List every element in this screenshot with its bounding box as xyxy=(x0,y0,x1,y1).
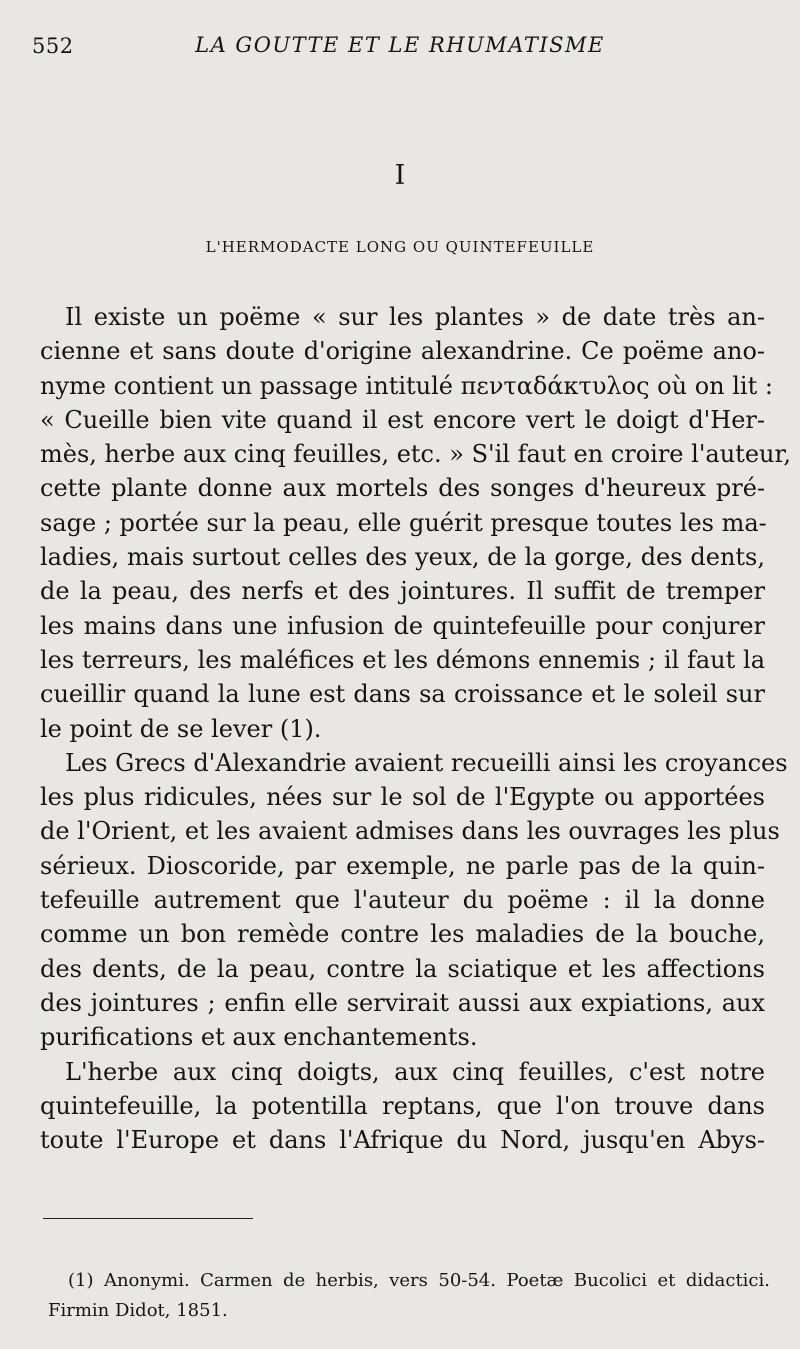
text-line: cueillir quand la lune est dans sa croissance et le soleil sur xyxy=(40,680,765,709)
text-line: Il existe un poëme « sur les plantes » de date très an- xyxy=(65,303,765,331)
text-line: quintefeuille, la potentilla reptans, que l'on trouve dans xyxy=(40,1091,765,1120)
section-number: I xyxy=(394,160,406,191)
footnote-line: Firmin Didot, 1851. xyxy=(48,1300,228,1321)
section-title: L'HERMODACTE LONG OU QUINTEFEUILLE xyxy=(205,238,595,256)
text-line: purifications et aux enchantements. xyxy=(40,1023,478,1052)
text-line: de la peau, des nerfs et des jointures. Il suffit de tremper xyxy=(40,577,765,606)
text-line: comme un bon remède contre les maladies de la bouche, xyxy=(40,920,765,949)
text-line: les plus ridicules, nées sur le sol de l'Egypte ou apportées xyxy=(40,783,765,812)
text-line: Les Grecs d'Alexandrie avaient recueilli ainsi les croyances xyxy=(65,748,788,777)
text-line: des dents, de la peau, contre la sciatique et les affections xyxy=(40,954,765,983)
footnote xyxy=(48,1266,770,1326)
text-line: de l'Orient, et les avaient admises dans les ouvrages les plus xyxy=(40,817,780,846)
text-line: « Cueille bien vite quand il est encore vert le doigt d'Her- xyxy=(40,405,765,434)
footnote-line: (1) Anonymi. Carmen de herbis, vers 50-54. Poetæ Bucolici et didactici. xyxy=(68,1270,770,1291)
footnote-rule xyxy=(43,1218,253,1219)
text-line: des jointures ; enfin elle servirait aussi aux expiations, aux xyxy=(40,988,765,1017)
text-line: mès, herbe aux cinq feuilles, etc. » S'il faut en croire l'auteur, xyxy=(40,440,791,469)
running-title: LA GOUTTE ET LE RHUMATISME xyxy=(195,33,605,57)
text-line: tefeuille autrement que l'auteur du poëme : il la donne xyxy=(40,886,765,915)
text-line: cette plante donne aux mortels des songes d'heureux pré- xyxy=(40,474,765,503)
text-line: le point de se lever (1). xyxy=(40,714,322,743)
text-line: ladies, mais surtout celles des yeux, de la gorge, des dents, xyxy=(40,543,765,572)
text-line: nyme contient un passage intitulé πενταδάκτυλος où on lit : xyxy=(40,371,773,400)
text-line: cienne et sans doute d'origine alexandrine. Ce poëme ano- xyxy=(40,337,765,366)
text-line: sage ; portée sur la peau, elle guérit presque toutes les ma- xyxy=(40,508,767,537)
text-line: L'herbe aux cinq doigts, aux cinq feuilles, c'est notre xyxy=(65,1057,765,1086)
text-line: les terreurs, les maléfices et les démons ennemis ; il faut la xyxy=(40,645,765,674)
body-text xyxy=(40,300,791,1157)
text-line: sérieux. Dioscoride, par exemple, ne parle pas de la quin- xyxy=(40,851,765,880)
page-number: 552 xyxy=(32,34,74,58)
text-line: les mains dans une infusion de quintefeuille pour conjurer xyxy=(40,611,765,640)
text-line: toute l'Europe et dans l'Afrique du Nord, jusqu'en Abys- xyxy=(40,1126,765,1155)
running-head xyxy=(30,30,770,66)
